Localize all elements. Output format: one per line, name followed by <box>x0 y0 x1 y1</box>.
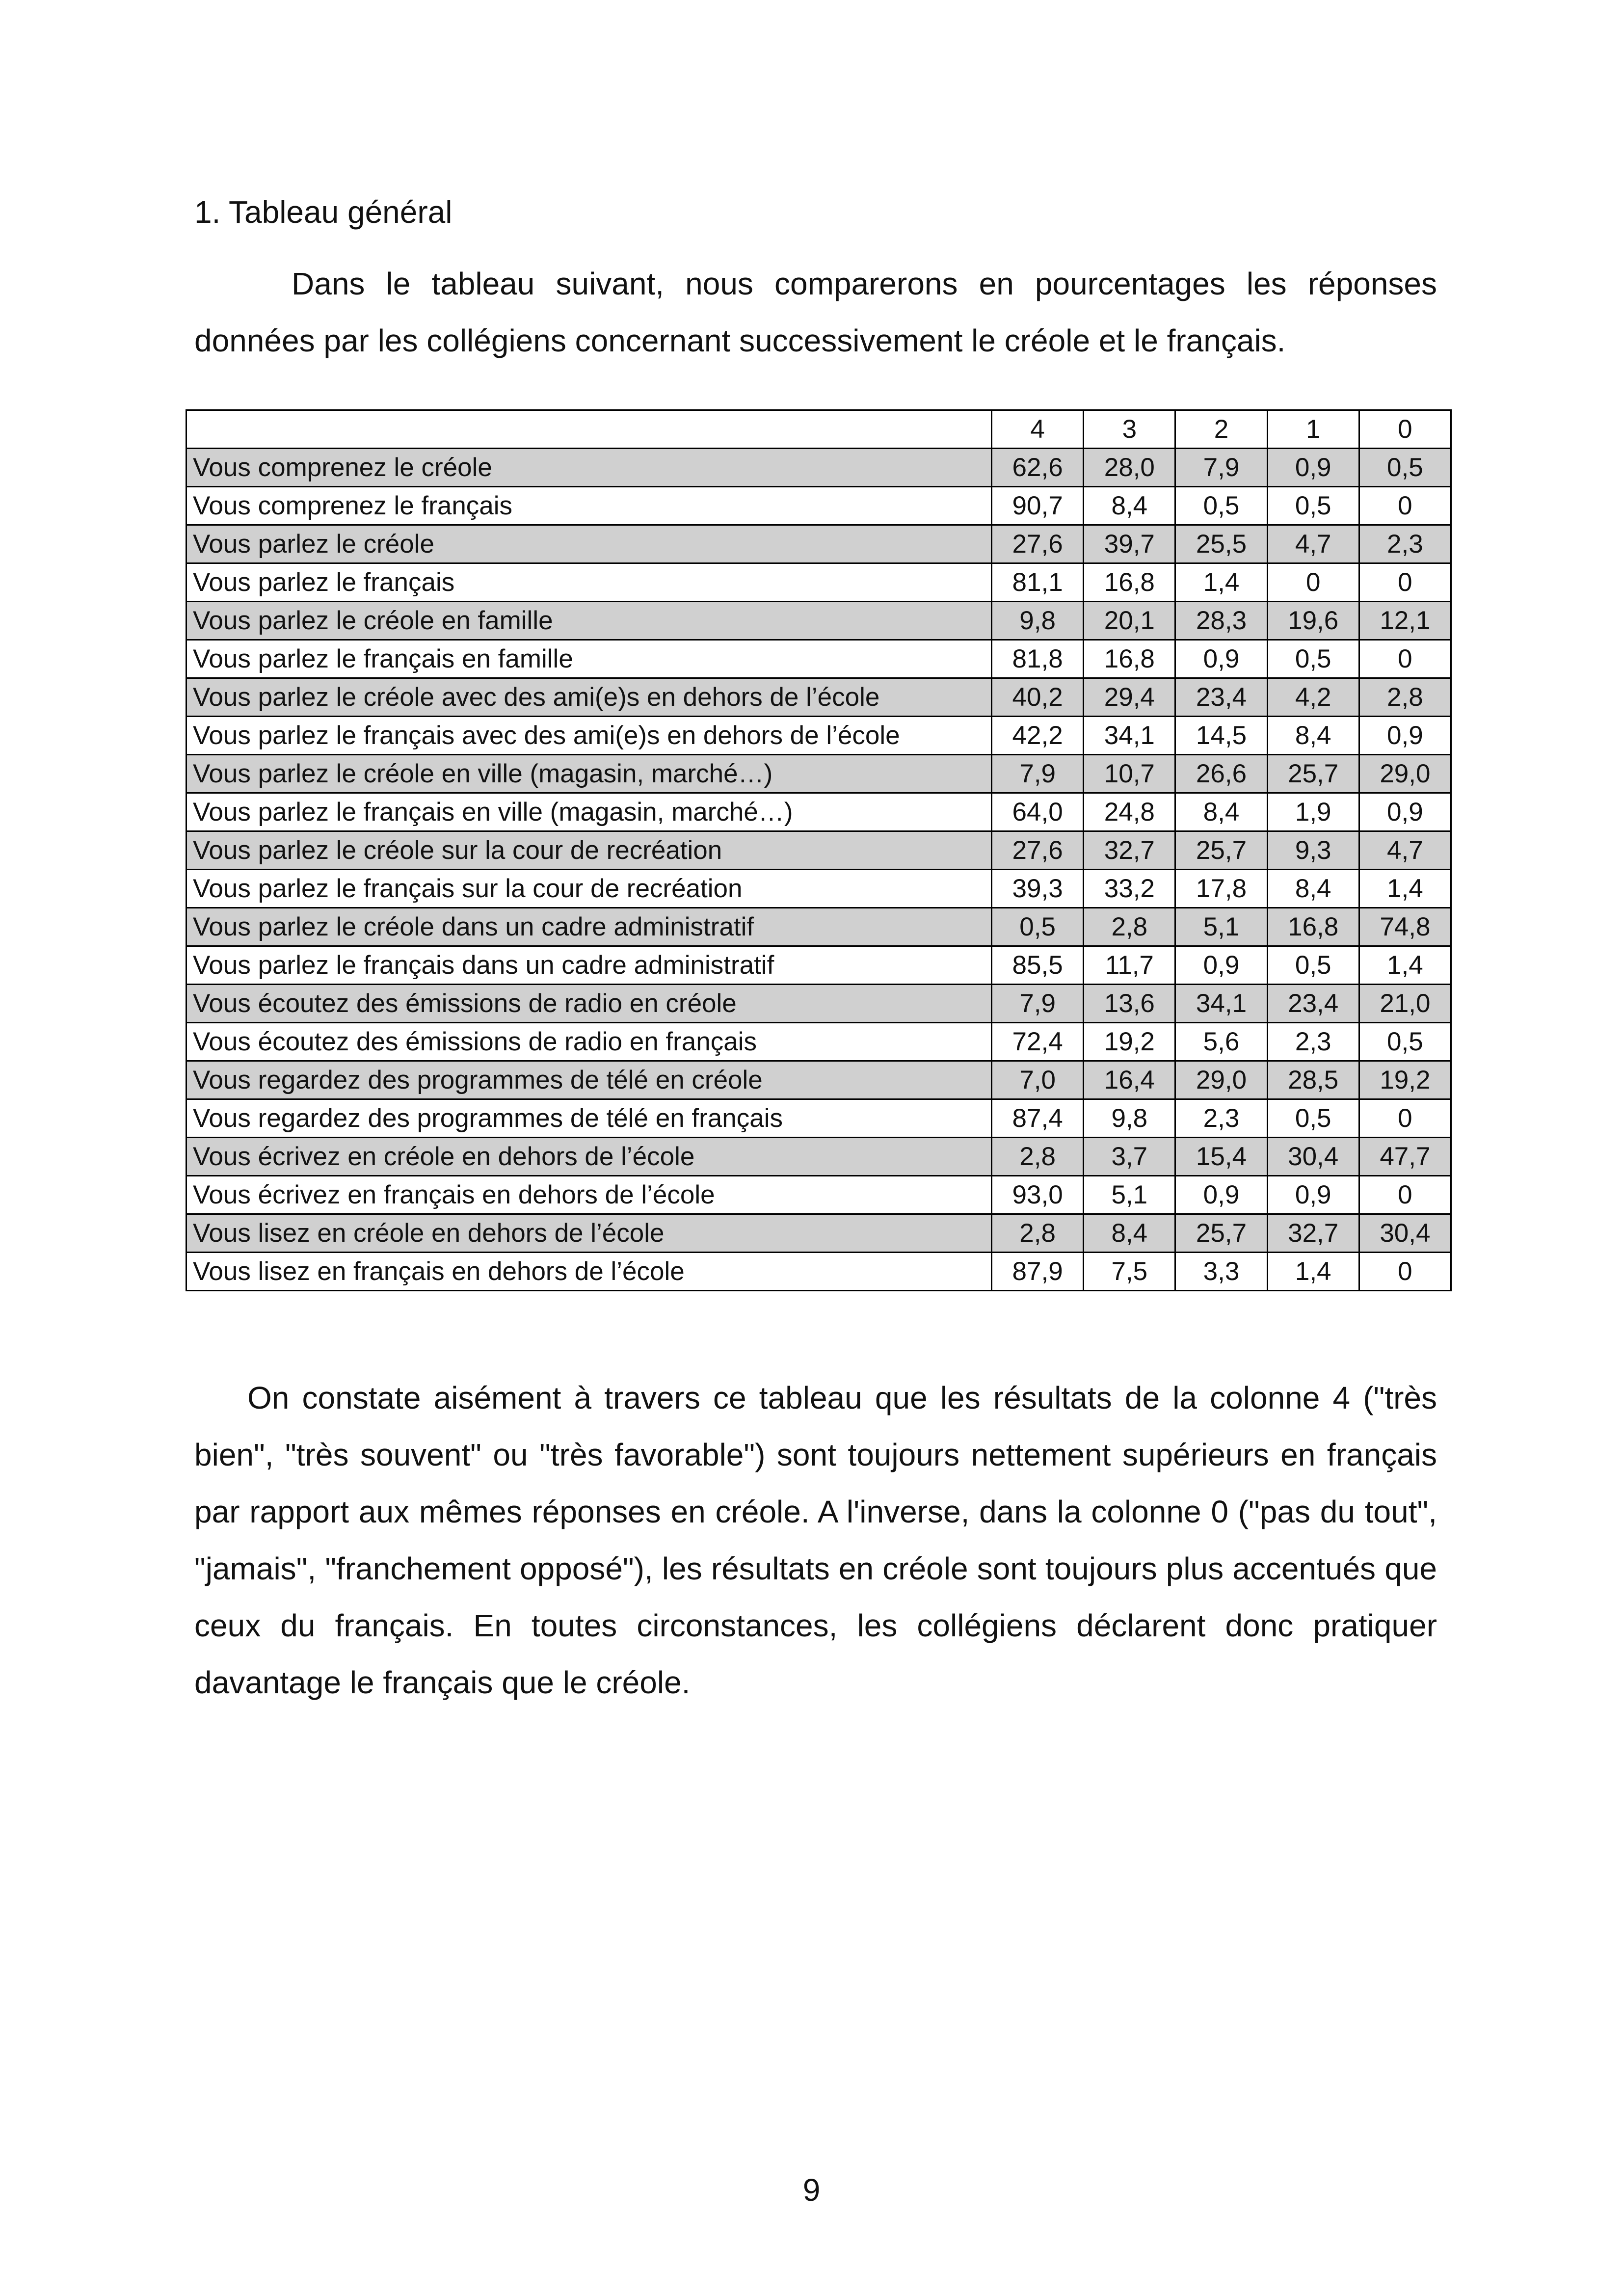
conclusion-paragraph: On constate aisément à travers ce tableau que les résultats de la colonne 4 ("très bien", "très souvent" ou "très favorable") sont toujours nettement supérieurs en français par rapport aux mêmes réponses en créole. A l'inverse, dans la colonne 0 ("pas du tout", "jamais", "franchement opposé"), les résultats en créole sont toujours plus accentués que ceux du français. En toutes circonstances, les collégiens déclarent donc pratiquer davantage le français que le créole. <box>194 1380 1437 1700</box>
table-row <box>186 1176 1451 1214</box>
percentage-cell: 4,7 <box>1359 831 1451 870</box>
percentage-cell: 47,7 <box>1359 1138 1451 1176</box>
row-label: Vous parlez le créole <box>186 525 992 563</box>
column-header: 4 <box>992 410 1084 449</box>
percentage-cell: 2,8 <box>1359 678 1451 717</box>
percentage-cell: 32,7 <box>1267 1214 1359 1253</box>
percentage-cell: 2,3 <box>1359 525 1451 563</box>
percentage-cell: 12,1 <box>1359 602 1451 640</box>
percentage-cell: 16,8 <box>1084 563 1175 602</box>
percentage-cell: 1,4 <box>1175 563 1267 602</box>
survey-results-table <box>186 409 1452 1291</box>
percentage-cell: 28,5 <box>1267 1061 1359 1099</box>
percentage-cell: 25,7 <box>1175 1214 1267 1253</box>
table-row <box>186 717 1451 755</box>
table-header-row <box>186 410 1451 449</box>
row-label: Vous parlez le créole dans un cadre administratif <box>186 908 992 946</box>
percentage-cell: 5,6 <box>1175 1023 1267 1061</box>
percentage-cell: 3,3 <box>1175 1253 1267 1291</box>
table-row <box>186 831 1451 870</box>
table-row <box>186 678 1451 717</box>
percentage-cell: 28,3 <box>1175 602 1267 640</box>
table-row <box>186 870 1451 908</box>
percentage-cell: 25,5 <box>1175 525 1267 563</box>
column-header: 3 <box>1084 410 1175 449</box>
percentage-cell: 13,6 <box>1084 985 1175 1023</box>
percentage-cell: 0 <box>1359 1176 1451 1214</box>
column-header: 2 <box>1175 410 1267 449</box>
percentage-cell: 16,8 <box>1267 908 1359 946</box>
percentage-cell: 15,4 <box>1175 1138 1267 1176</box>
percentage-cell: 1,4 <box>1359 870 1451 908</box>
table-row <box>186 1023 1451 1061</box>
row-label: Vous parlez le français en famille <box>186 640 992 678</box>
table-row <box>186 525 1451 563</box>
table-row <box>186 449 1451 487</box>
percentage-cell: 19,2 <box>1084 1023 1175 1061</box>
row-label: Vous parlez le français sur la cour de recréation <box>186 870 992 908</box>
row-label: Vous comprenez le créole <box>186 449 992 487</box>
percentage-cell: 0,9 <box>1359 717 1451 755</box>
percentage-cell: 0,5 <box>1359 449 1451 487</box>
percentage-cell: 0 <box>1359 640 1451 678</box>
row-label: Vous parlez le créole en ville (magasin, marché…) <box>186 755 992 793</box>
table-row <box>186 1099 1451 1138</box>
table-row <box>186 985 1451 1023</box>
percentage-cell: 2,8 <box>1084 908 1175 946</box>
row-label: Vous écoutez des émissions de radio en créole <box>186 985 992 1023</box>
percentage-cell: 5,1 <box>1084 1176 1175 1214</box>
table-row <box>186 755 1451 793</box>
percentage-cell: 9,8 <box>1084 1099 1175 1138</box>
percentage-cell: 64,0 <box>992 793 1084 831</box>
percentage-cell: 29,0 <box>1175 1061 1267 1099</box>
percentage-cell: 34,1 <box>1175 985 1267 1023</box>
percentage-cell: 0,9 <box>1175 1176 1267 1214</box>
percentage-cell: 2,3 <box>1267 1023 1359 1061</box>
table-row <box>186 1061 1451 1099</box>
percentage-cell: 10,7 <box>1084 755 1175 793</box>
percentage-cell: 0,5 <box>1175 487 1267 525</box>
percentage-cell: 23,4 <box>1267 985 1359 1023</box>
percentage-cell: 85,5 <box>992 946 1084 985</box>
percentage-cell: 30,4 <box>1267 1138 1359 1176</box>
table-row <box>186 487 1451 525</box>
percentage-cell: 0 <box>1359 1253 1451 1291</box>
percentage-cell: 2,8 <box>992 1214 1084 1253</box>
percentage-cell: 25,7 <box>1267 755 1359 793</box>
percentage-cell: 7,9 <box>1175 449 1267 487</box>
row-label: Vous écrivez en français en dehors de l’école <box>186 1176 992 1214</box>
percentage-cell: 7,0 <box>992 1061 1084 1099</box>
percentage-cell: 19,6 <box>1267 602 1359 640</box>
row-label: Vous parlez le créole avec des ami(e)s en dehors de l’école <box>186 678 992 717</box>
table-row <box>186 946 1451 985</box>
intro-paragraph: Dans le tableau suivant, nous comparerons en pourcentages les réponses données par les collégiens concernant successivement le créole et le français. <box>194 266 1437 358</box>
percentage-cell: 42,2 <box>992 717 1084 755</box>
percentage-cell: 3,7 <box>1084 1138 1175 1176</box>
percentage-cell: 27,6 <box>992 525 1084 563</box>
percentage-cell: 0,5 <box>1359 1023 1451 1061</box>
percentage-cell: 29,0 <box>1359 755 1451 793</box>
percentage-cell: 5,1 <box>1175 908 1267 946</box>
section-title: 1. Tableau général <box>194 194 452 230</box>
percentage-cell: 39,3 <box>992 870 1084 908</box>
percentage-cell: 20,1 <box>1084 602 1175 640</box>
percentage-cell: 0,5 <box>1267 1099 1359 1138</box>
percentage-cell: 8,4 <box>1084 1214 1175 1253</box>
percentage-cell: 87,4 <box>992 1099 1084 1138</box>
table-row <box>186 563 1451 602</box>
row-label: Vous comprenez le français <box>186 487 992 525</box>
percentage-cell: 24,8 <box>1084 793 1175 831</box>
percentage-cell: 1,4 <box>1359 946 1451 985</box>
percentage-cell: 1,9 <box>1267 793 1359 831</box>
table-row <box>186 1138 1451 1176</box>
header-empty-cell <box>186 410 992 449</box>
percentage-cell: 0,5 <box>1267 946 1359 985</box>
column-header: 1 <box>1267 410 1359 449</box>
percentage-cell: 2,8 <box>992 1138 1084 1176</box>
percentage-cell: 0,9 <box>1175 946 1267 985</box>
row-label: Vous regardez des programmes de télé en français <box>186 1099 992 1138</box>
table-row <box>186 908 1451 946</box>
row-label: Vous parlez le français avec des ami(e)s en dehors de l’école <box>186 717 992 755</box>
column-header: 0 <box>1359 410 1451 449</box>
table-row <box>186 602 1451 640</box>
percentage-cell: 32,7 <box>1084 831 1175 870</box>
percentage-cell: 17,8 <box>1175 870 1267 908</box>
row-label: Vous parlez le français dans un cadre administratif <box>186 946 992 985</box>
percentage-cell: 11,7 <box>1084 946 1175 985</box>
percentage-cell: 27,6 <box>992 831 1084 870</box>
percentage-cell: 8,4 <box>1084 487 1175 525</box>
percentage-cell: 29,4 <box>1084 678 1175 717</box>
percentage-cell: 8,4 <box>1175 793 1267 831</box>
percentage-cell: 72,4 <box>992 1023 1084 1061</box>
percentage-cell: 0 <box>1359 563 1451 602</box>
percentage-cell: 26,6 <box>1175 755 1267 793</box>
percentage-cell: 81,1 <box>992 563 1084 602</box>
percentage-cell: 16,4 <box>1084 1061 1175 1099</box>
percentage-cell: 7,9 <box>992 755 1084 793</box>
table-row <box>186 640 1451 678</box>
row-label: Vous écrivez en créole en dehors de l’école <box>186 1138 992 1176</box>
page-number: 9 <box>802 2172 821 2208</box>
percentage-cell: 0 <box>1267 563 1359 602</box>
percentage-cell: 93,0 <box>992 1176 1084 1214</box>
percentage-cell: 40,2 <box>992 678 1084 717</box>
table-row <box>186 1214 1451 1253</box>
percentage-cell: 7,5 <box>1084 1253 1175 1291</box>
row-label: Vous lisez en français en dehors de l’école <box>186 1253 992 1291</box>
percentage-cell: 74,8 <box>1359 908 1451 946</box>
percentage-cell: 14,5 <box>1175 717 1267 755</box>
row-label: Vous écoutez des émissions de radio en français <box>186 1023 992 1061</box>
percentage-cell: 0,9 <box>1359 793 1451 831</box>
percentage-cell: 0 <box>1359 1099 1451 1138</box>
percentage-cell: 34,1 <box>1084 717 1175 755</box>
percentage-cell: 23,4 <box>1175 678 1267 717</box>
percentage-cell: 0,5 <box>992 908 1084 946</box>
percentage-cell: 0,9 <box>1267 1176 1359 1214</box>
row-label: Vous regardez des programmes de télé en créole <box>186 1061 992 1099</box>
percentage-cell: 33,2 <box>1084 870 1175 908</box>
percentage-cell: 9,3 <box>1267 831 1359 870</box>
percentage-cell: 25,7 <box>1175 831 1267 870</box>
percentage-cell: 8,4 <box>1267 870 1359 908</box>
row-label: Vous parlez le français <box>186 563 992 602</box>
percentage-cell: 1,4 <box>1267 1253 1359 1291</box>
table-row <box>186 793 1451 831</box>
percentage-cell: 30,4 <box>1359 1214 1451 1253</box>
percentage-cell: 0,9 <box>1175 640 1267 678</box>
percentage-cell: 0,5 <box>1267 640 1359 678</box>
percentage-cell: 28,0 <box>1084 449 1175 487</box>
percentage-cell: 0,5 <box>1267 487 1359 525</box>
percentage-cell: 81,8 <box>992 640 1084 678</box>
percentage-cell: 90,7 <box>992 487 1084 525</box>
percentage-cell: 62,6 <box>992 449 1084 487</box>
percentage-cell: 19,2 <box>1359 1061 1451 1099</box>
percentage-cell: 21,0 <box>1359 985 1451 1023</box>
percentage-cell: 2,3 <box>1175 1099 1267 1138</box>
percentage-cell: 4,2 <box>1267 678 1359 717</box>
percentage-cell: 87,9 <box>992 1253 1084 1291</box>
percentage-cell: 8,4 <box>1267 717 1359 755</box>
percentage-cell: 16,8 <box>1084 640 1175 678</box>
percentage-cell: 0,9 <box>1267 449 1359 487</box>
percentage-cell: 9,8 <box>992 602 1084 640</box>
percentage-cell: 7,9 <box>992 985 1084 1023</box>
row-label: Vous lisez en créole en dehors de l’école <box>186 1214 992 1253</box>
percentage-cell: 39,7 <box>1084 525 1175 563</box>
table-row <box>186 1253 1451 1291</box>
percentage-cell: 4,7 <box>1267 525 1359 563</box>
row-label: Vous parlez le français en ville (magasin, marché…) <box>186 793 992 831</box>
percentage-cell: 0 <box>1359 487 1451 525</box>
row-label: Vous parlez le créole sur la cour de recréation <box>186 831 992 870</box>
row-label: Vous parlez le créole en famille <box>186 602 992 640</box>
